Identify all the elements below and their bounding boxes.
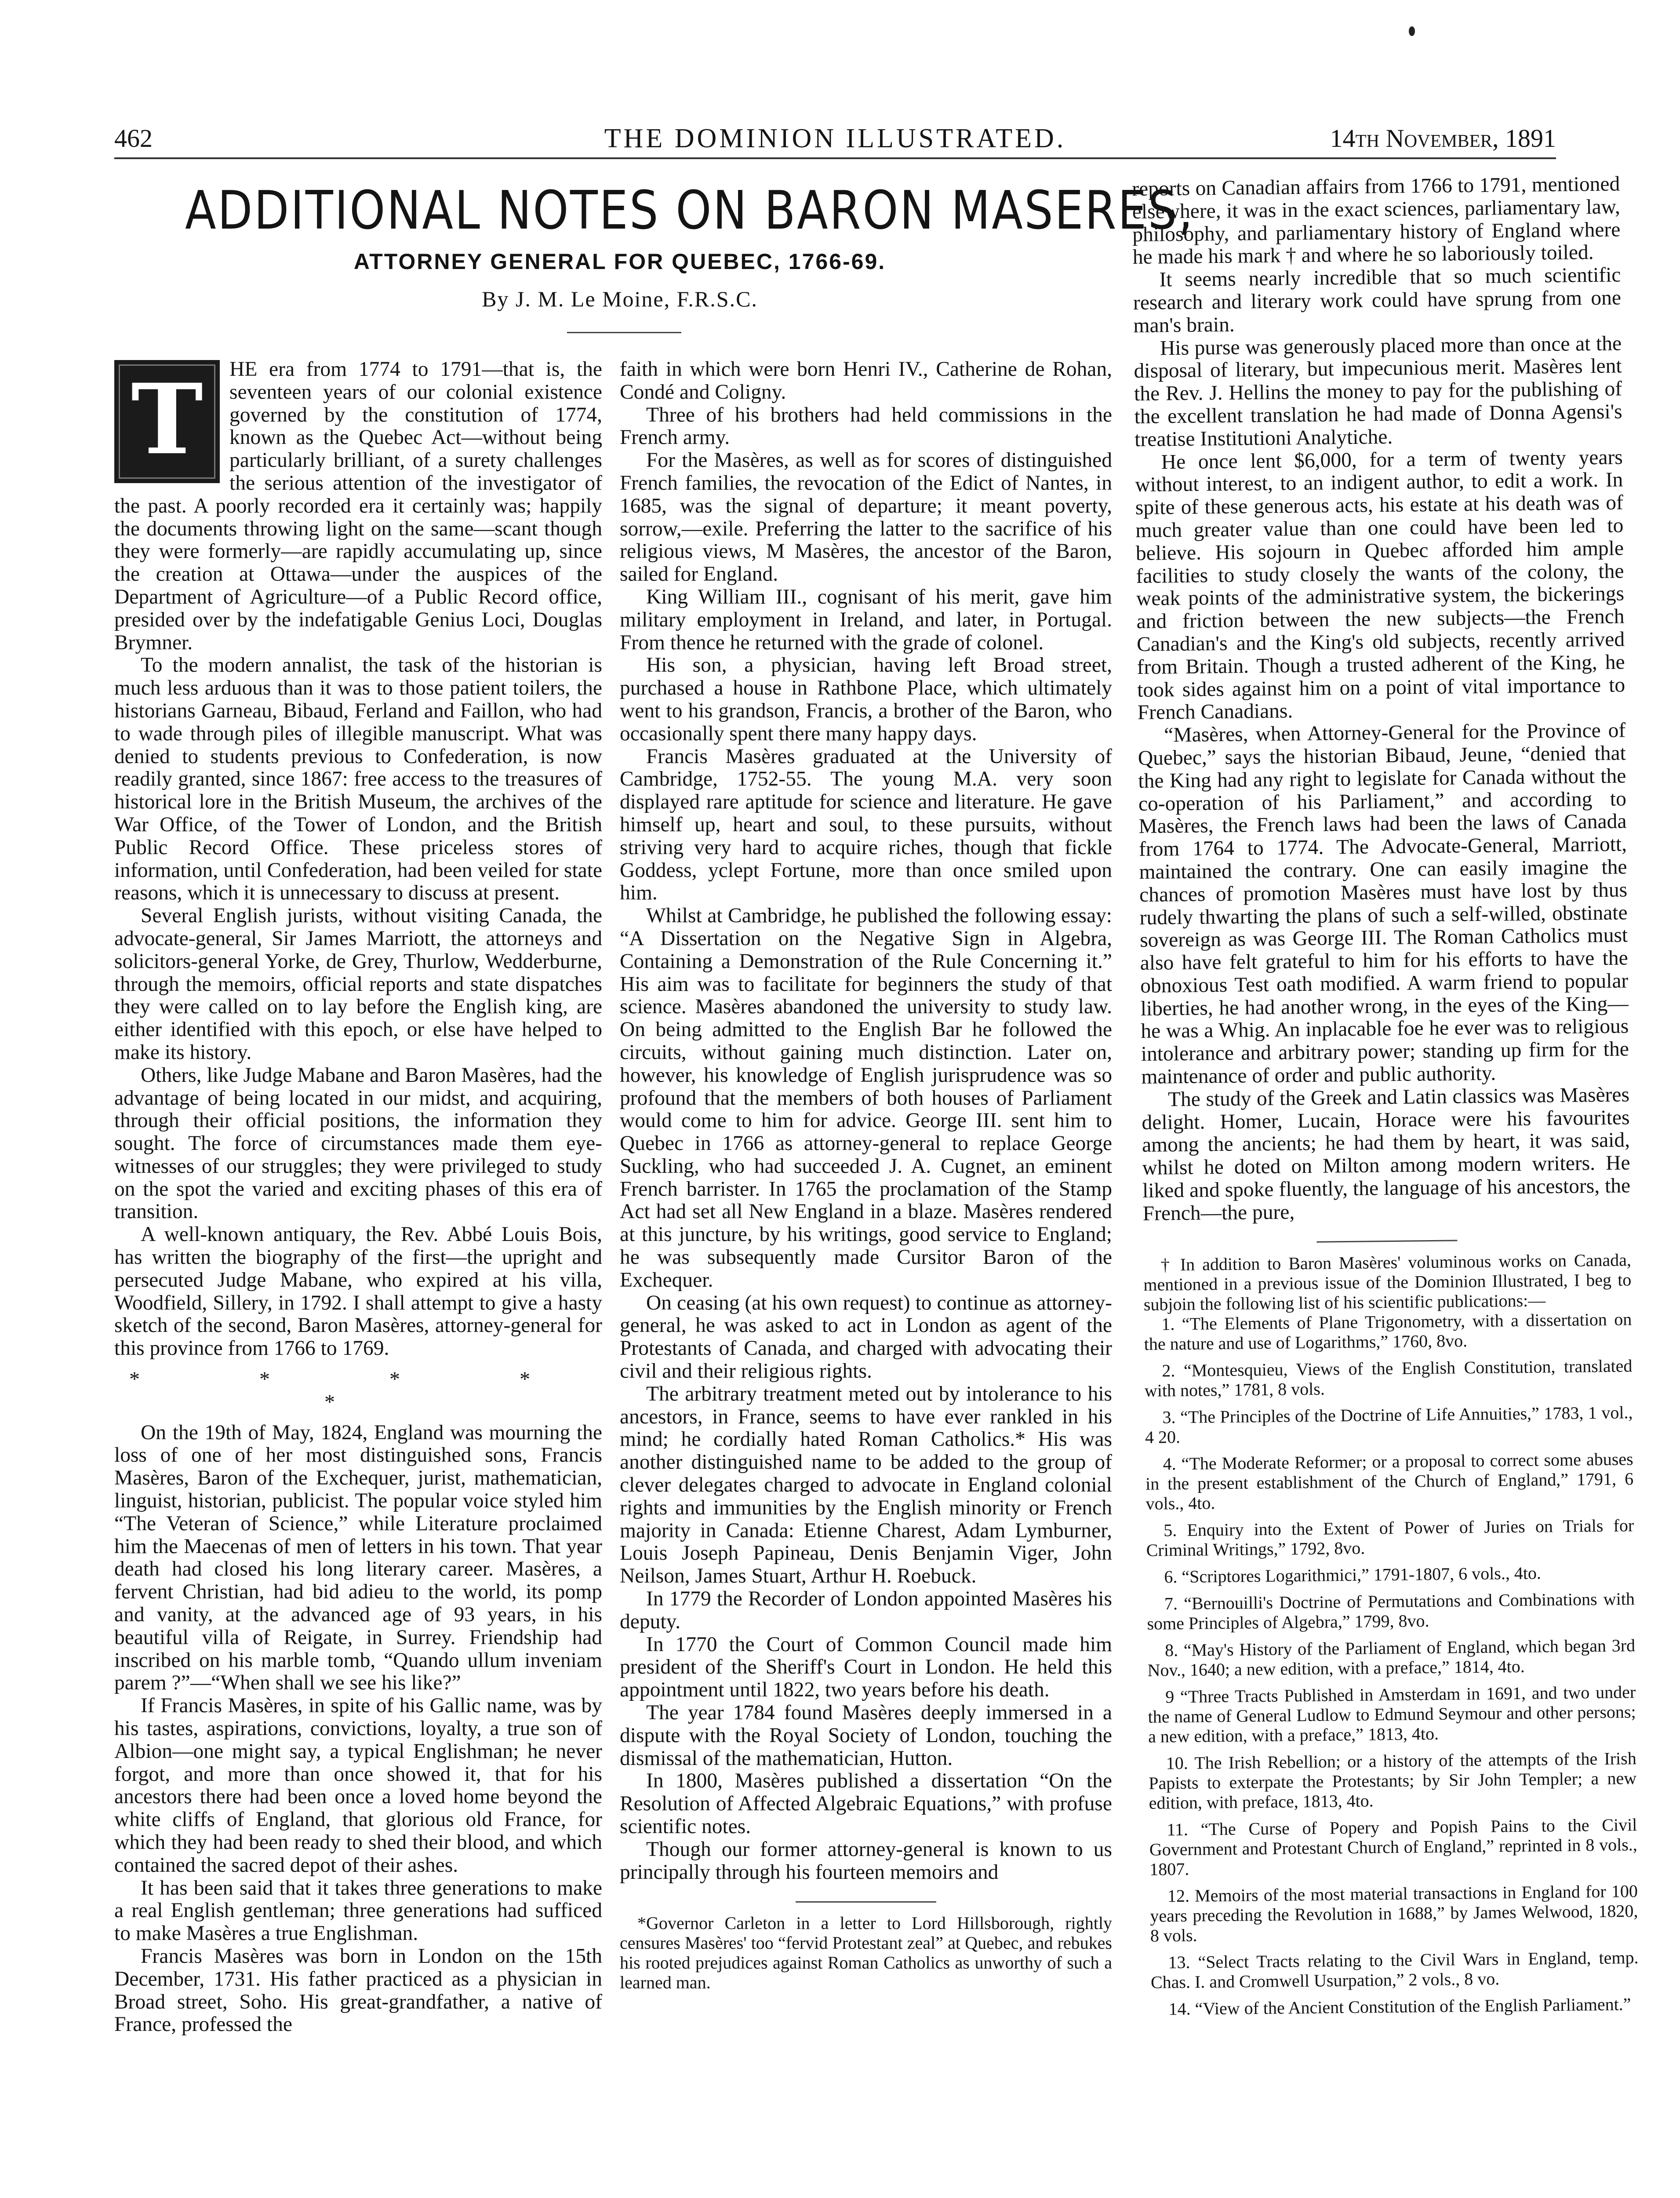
- paragraph: Whilst at Cambridge, he published the following essay: “A Dissertation on the Negative Sign in Algebra, Containing a Demonstration of the Rule Concerning it.” His aim was to facilitate for beginners the study of that science. Masères abandoned the university to study law. On being admitted to the English Bar he followed the circuits, without gaining much distinction. Later on, however, his knowledge of English jurisprudence was so profound that the members of both houses of Parliament would come to him for advice. George III. sent him to Quebec in 1766 as attorney-general to replace George Suckling, who had succeeded J. A. Cugnet, an eminent French barrister. In 1765 the proclamation of the Stamp Act had set all New England in a blaze. Masères rendered at this juncture, by his writings, good service to England; he was subsequently made Cursitor Baron of the Exchequer.: [620, 904, 1112, 1292]
- paragraph: In 1779 the Recorder of London appointed Masères his deputy.: [620, 1587, 1112, 1633]
- column-2: [620, 358, 1112, 1992]
- paragraph: Three of his brothers had held commissions in the French army.: [620, 403, 1112, 449]
- footnote: † In addition to Baron Masères' voluminous works on Canada, mentioned in a previous issue of the Dominion Illustrated, I beg to subjoin the following list of his scientific publications:—: [1143, 1249, 1632, 1314]
- article-title: ADDITIONAL NOTES ON BARON MASERES,: [185, 180, 1194, 241]
- list-item: 10. The Irish Rebellion; or a history of the attempts of the Irish Papists to exterpate the Protestants; by Sir John Templer; a new edition, with preface, 1813, 4to.: [1148, 1748, 1637, 1813]
- column-1: [114, 358, 602, 2036]
- paragraph: His purse was generously placed more than once at the disposal of literary, but impecunious merit. Masères lent the Rev. J. Hellins the money to pay for the publishing of the excellent translation he had made of Donna Agensi's treatise Institutioni Analytiche.: [1134, 331, 1622, 451]
- ink-spot: [1409, 26, 1415, 36]
- paragraph: The arbitrary treatment meted out by intolerance to his ancestors, in France, seems to have ever rankled in his mind; he cordially hated Roman Catholics.* His was another distinguished name to be added to the group of clever delegates charged to advocate in England colonial rights and immunities by the English minority or French majority in Canada: Etienne Charest, Adam Lymburner, Louis Joseph Papineau, Denis Benjamin Viger, John Neilson, James Stuart, Arthur H. Roebuck.: [620, 1382, 1112, 1588]
- paragraph: It seems nearly incredible that so much scientific research and literary work could have sprung from one man's brain.: [1133, 263, 1622, 337]
- drop-cap-letter: T: [131, 362, 203, 476]
- paragraph: HE era from 1774 to 1791—that is, the seventeen years of our colonial existence governed by the constitution of 1774, known as the Quebec Act—without being particularly brilliant, of a surety challenges the serious attention of the investigator of the past. A poorly recorded era it certainly was; happily the documents throwing light on the same—scant though they were formerly—are rapidly accumulating up, since the creation at Ottawa—under the auspices of the Department of Agriculture—of a Public Record office, presided over by the indefatigable Genius Loci, Douglas Brymner.: [114, 358, 602, 654]
- paragraph: To the modern annalist, the task of the historian is much less arduous than it was to those patient toilers, the historians Garneau, Bibaud, Ferland and Faillon, who had to wade through piles of illegible manuscript. What was denied to students previous to Confederation, is now readily granted, since 1867: free access to the treasures of historical lore in the British Museum, the archives of the War Office, of the Tower of London, and the British Public Record Office. These priceless stores of information, until Confederation, had been veiled for state reasons, which it is unnecessary to discuss at present.: [114, 654, 602, 905]
- column-3: [1132, 173, 1639, 2026]
- paragraph: Francis Masères graduated at the University of Cambridge, 1752-55. The young M.A. very soon displayed rare aptitude for science and literature. He gave himself up, heart and soul, to these pursuits, without striving very hard to acquire riches, though that fickle Goddess, yclept Fortune, more than once smiled upon him.: [620, 745, 1112, 905]
- paragraph: On ceasing (at his own request) to continue as attorney-general, he was asked to act in London as agent of the Protestants of Canada, and charged with advocating their civil and their religious rights.: [620, 1291, 1112, 1383]
- footnote-rule: [1316, 1240, 1457, 1242]
- list-item: 14. “View of the Ancient Constitution of the English Parliament.”: [1168, 1994, 1631, 2019]
- paragraph: faith in which were born Henri IV., Catherine de Rohan, Condé and Coligny.: [620, 358, 1112, 404]
- paragraph: It has been said that it takes three generations to make a real English gentleman; three generations had sufficed to make Masères a true Englishman.: [114, 1876, 602, 1945]
- publication-name: THE DOMINION ILLUSTRATED.: [604, 124, 1066, 153]
- paragraph: King William III., cognisant of his merit, gave him military employment in Ireland, and later, in Portugal. From thence he returned with the grade of colonel.: [620, 585, 1112, 654]
- article-subtitle: ATTORNEY GENERAL FOR QUEBEC, 1766-69.: [353, 249, 886, 274]
- paragraph: A well-known antiquary, the Rev. Abbé Louis Bois, has written the biography of the first—the upright and persecuted Judge Mabane, who expired at his villa, Woodfield, Sillery, in 1792. I shall attempt to give a hasty sketch of the second, Baron Masères, attorney-general for this province from 1766 to 1769.: [114, 1223, 602, 1360]
- article-byline: By J. M. Le Moine, F.R.S.C.: [482, 287, 758, 311]
- paragraph: The study of the Greek and Latin classics was Masères delight. Homer, Lucain, Horace were his favourites among the ancients; he had them by heart, it was said, whilst he doted on Milton among modern writers. He liked and spoke fluently, the language of his ancestors, the French—the pure,: [1142, 1083, 1631, 1225]
- paragraph: He once lent $6,000, for a term of twenty years without interest, to an indigent author, to edit a work. In spite of these generous acts, his estate at his death was of much greater value than one could have been led to believe. His sojourn in Quebec afforded him ample facilities to study closely the wants of the colony, the weak points of the administrative system, the bickerings and friction between the new subjects—the French Canadian's and the King's old subjects, recently arrived from Britain. Though a trusted adherent of the King, he took sides against him on a point of vital importance to French Canadians.: [1135, 445, 1625, 724]
- paragraph: “Masères, when Attorney-General for the Province of Quebec,” says the historian Bibaud, Jeune, “denied that the King had any right to legislate for Canada without the co-operation of his Parliament,” and according to Masères, the French laws had been the laws of Canada from 1764 to 1774. The Advocate-General, Marriott, maintained the contrary. One can easily imagine the chances of promotion Masères must have lost by thus rudely thwarting the plans of such a self-willed, obstinate sovereign as was George III. The Roman Catholics must also have felt grateful to him for his efforts to have the obnoxious Test oath modified. A warm friend to popular liberties, he had another wrong, in the eyes of the King—he was a Whig. An inplacable foe he ever was to religious intolerance and arbitrary power; standing up firm for the maintenance of order and public authority.: [1138, 719, 1629, 1088]
- section-separator: * * * * *: [129, 1368, 587, 1414]
- paragraph: The year 1784 found Masères deeply immersed in a dispute with the Royal Society of London, touching the dismissal of the mathematician, Hutton.: [620, 1701, 1112, 1770]
- list-item: 3. “The Principles of the Doctrine of Life Annuities,” 1783, 1 vol., 4 20.: [1145, 1402, 1633, 1447]
- list-item: 9 “Three Tracts Published in Amsterdam in 1691, and two under the name of General Ludlow to Edmund Seymour and other persons; a new edition, with a preface,” 1813, 4to.: [1148, 1681, 1636, 1747]
- paragraph: Several English jurists, without visiting Canada, the advocate-general, Sir James Marriott, the attorneys and solicitors-general Yorke, de Grey, Thurlow, Wedderburne, through the memoirs, official reports and state dispatches they were called on to lay before the English king, are either identified with this epoch, or else have helped to make its history.: [114, 904, 602, 1064]
- paragraph: Francis Masères was born in London on the 15th December, 1731. His father practiced as a physician in Broad street, Soho. His great-grandfather, a native of France, professed the: [114, 1944, 602, 2036]
- page-number: 462: [114, 124, 153, 153]
- list-item: 11. “The Curse of Popery and Popish Pains to the Civil Government and Protestant Church of England,” reprinted in 8 vols., 1807.: [1149, 1814, 1637, 1879]
- paragraph: Though our former attorney-general is known to us principally through his fourteen memoirs and: [620, 1838, 1112, 1884]
- publication-list: [1144, 1309, 1639, 2019]
- footnote-rule: [796, 1901, 936, 1903]
- paragraph: On the 19th of May, 1824, England was mourning the loss of one of her most distinguished sons, Francis Masères, Baron of the Exchequer, jurist, mathematician, linguist, historian, publicist. The popular voice styled him “The Veteran of Science,” while Literature proclaimed him the Maecenas of men of letters in his town. That year death had closed his long literary career. Masères, a fervent Christian, had bid adieu to the world, its pomp and vanity, at the advanced age of 93 years, in his beautiful villa of Reigate, in Surrey. Friendship had inscribed on his marble tomb, “Quando ullum inveniam parem ?”—“When shall we see his like?”: [114, 1421, 602, 1695]
- list-item: 13. “Select Tracts relating to the Civil Wars in England, temp. Chas. I. and Cromwell Usurpation,” 2 vols., 8 vo.: [1150, 1947, 1639, 1992]
- running-header: [114, 121, 1556, 156]
- paragraph: In 1800, Masères published a dissertation “On the Resolution of Affected Algebraic Equations,” with profuse scientific notes.: [620, 1769, 1112, 1838]
- paragraph: If Francis Masères, in spite of his Gallic name, was by his tastes, aspirations, convictions, loyalty, a true son of Albion—one might say, a typical Englishman; he never forgot, and more than once showed it, that for his ancestors there had been once a loved home beyond the white cliffs of England, that glorious old France, for which they had been ready to shed their blood, and which contained the sacred depot of their ashes.: [114, 1694, 602, 1877]
- footnote: *Governor Carleton in a letter to Lord Hillsborough, rightly censures Masères' too “fervid Protestant zeal” at Quebec, and rebukes his rooted prejudices against Roman Catholics as unworthy of such a learned man.: [620, 1913, 1112, 1993]
- drop-cap: [114, 360, 220, 483]
- list-item: 7. “Bernouilli's Doctrine of Permutations and Combinations with some Principles of Algebra,” 1799, 8vo.: [1147, 1588, 1635, 1634]
- list-item: 1. “The Elements of Plane Trigonometry, with a dissertation on the nature and use of Logarithms,” 1760, 8vo.: [1144, 1309, 1632, 1354]
- byline-rule: [567, 332, 681, 333]
- header-rule: [114, 157, 1556, 159]
- list-item: 12. Memoirs of the most material transactions in England for 100 years preceding the Revolution in 1688,” by James Welwood, 1820, 8 vols.: [1150, 1881, 1638, 1946]
- issue-date: 14th November, 1891: [1330, 124, 1556, 153]
- paragraph: In 1770 the Court of Common Council made him president of the Sheriff's Court in London. He held this appointment until 1822, two years before his death.: [620, 1633, 1112, 1702]
- list-item: 8. “May's History of the Parliament of England, which began 3rd Nov., 1640; a new edition, with a preface,” 1814, 4to.: [1147, 1635, 1636, 1680]
- list-item: 6. “Scriptores Logarithmici,” 1791-1807, 6 vols., 4to.: [1164, 1563, 1542, 1587]
- list-item: 5. Enquiry into the Extent of Power of Juries on Trials for Criminal Writings,” 1792, 8vo.: [1146, 1515, 1634, 1560]
- list-item: 4. “The Moderate Reformer; or a proposal to correct some abuses in the present establishment of the Church of England,” 1791, 6 vols., 4to.: [1145, 1448, 1634, 1514]
- paragraph: His son, a physician, having left Broad street, purchased a house in Rathbone Place, which ultimately went to his grandson, Francis, a brother of the Baron, who occasionally spent there many happy days.: [620, 654, 1112, 745]
- paragraph: reports on Canadian affairs from 1766 to 1791, mentioned elsewhere, it was in the exact sciences, parliamentary law, philosophy, and parliamentary history of England where he made his mark † and where he so laboriously toiled.: [1131, 172, 1621, 269]
- paragraph: Others, like Judge Mabane and Baron Masères, had the advantage of being located in our midst, and acquiring, through their official positions, the information they sought. The force of circumstances made them eye-witnesses of our struggles; they were privileged to study on the spot the varied and exciting phases of this era of transition.: [114, 1063, 602, 1223]
- list-item: 2. “Montesquieu, Views of the English Constitution, translated with notes,” 1781, 8 vols.: [1144, 1355, 1633, 1401]
- paragraph: For the Masères, as well as for scores of distinguished French families, the revocation of the Edict of Nantes, in 1685, was the signal of departure; it meant poverty, sorrow,—exile. Preferring the latter to the sacrifice of his religious views, M Masères, the ancestor of the Baron, sailed for England.: [620, 449, 1112, 586]
